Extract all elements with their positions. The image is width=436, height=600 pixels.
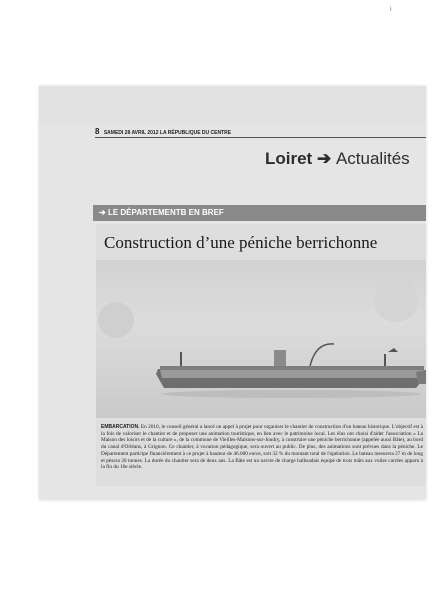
newspaper-name: LA RÉPUBLIQUE DU CENTRE	[159, 130, 232, 136]
article-photo	[96, 260, 426, 418]
article-lead: EMBARCATION.	[101, 424, 140, 430]
newspaper-clipping	[39, 86, 426, 500]
scan-corner-mark: i	[390, 6, 392, 13]
barge-model-icon	[96, 260, 426, 418]
section-subtitle: Actualités	[335, 149, 410, 168]
rubric-arrow-icon: ➔	[99, 208, 106, 217]
page-info-line	[95, 127, 275, 136]
rubric-bar	[93, 205, 426, 221]
article-headline: Construction d’une péniche berrichonne	[104, 233, 378, 252]
article-body	[101, 424, 423, 484]
rubric-label: LE DÉPARTEMENTB EN BREF	[107, 208, 224, 217]
scan-header-strip	[39, 86, 426, 123]
section-arrow-icon: ➔	[316, 149, 332, 168]
article-body-text: En 2010, le conseil général a lancé un appel à projet pour organiser le chantier de construction d'un bateau historique. L'objectif est à la fois de valoriser le chantier et de proposer une animation touristique, en lien avec le patrimoine local. Les élus ont choisi d'aider l'association « La Maison des loisirs et de la culture », de la commune de Vieilles-Maisons-sur-Joudry, à construire une péniche berrichonne (appelée aussi Bâte), au bord du canal d'Orléans, à Grignon. Ce chantier, à vocation pédagogique, sera ouvert au public. De plus, des animations sont prévues dans la péniche. Le Département participe financièrement à ce projet à hauteur de 46.000 euros, soit 32 % du montant total de l'opération. Le bateau mesurera 27 m de long et pèsera 20 tonnes. La durée du chantier sera de deux ans. La Bâte est un navire de charge halbsadais équipé de trois mâts aux voiles carrées apparu à la fin du 16e siècle.	[101, 424, 424, 471]
section-name: Loiret	[265, 149, 313, 168]
article	[96, 224, 426, 486]
page-number: 8	[95, 127, 100, 136]
rubric-label-wrap	[99, 205, 224, 221]
page-rule	[95, 137, 426, 138]
date-line: SAMEDI 28 AVRIL 2012	[103, 130, 159, 136]
section-title	[265, 148, 425, 170]
